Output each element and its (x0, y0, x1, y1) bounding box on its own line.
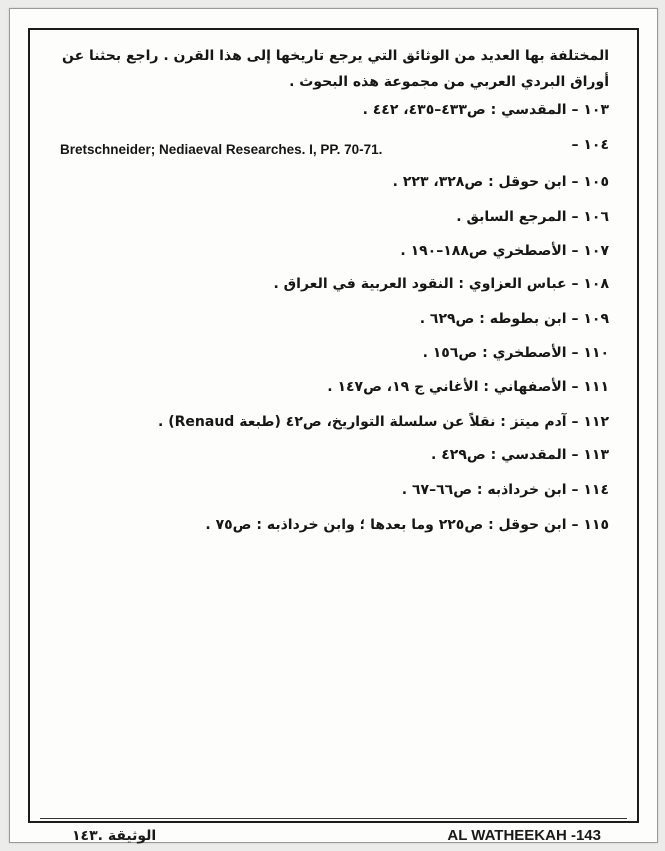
page (9, 8, 658, 843)
footnote-109: ١٠٩ – ابن بطوطه : ص٦٢٩ . (419, 311, 609, 327)
footnote-108: ١٠٨ – عباس العزاوي : النقود العربية في العراق . (273, 276, 609, 292)
footer-latin-page-label: AL WATHEEKAH -143 (447, 827, 601, 844)
footnote-104-reference: Bretschneider; Nediaeval Researches. I, PP. 70-71. (60, 142, 383, 157)
footer-divider (40, 818, 627, 819)
footnote-107: ١٠٧ – الأصطخري ص١٨٨–١٩٠ . (400, 243, 609, 259)
footer-arabic-page-label: الوثيقة .١٤٣ (72, 828, 157, 844)
footnote-111: ١١١ – الأصفهاني : الأغاني ج ١٩، ص١٤٧ . (327, 379, 609, 395)
footnote-113: ١١٣ – المقدسي : ص٤٢٩ . (431, 447, 609, 463)
footnote-103: ١٠٣ – المقدسي : ص٤٣٣–٤٣٥، ٤٤٢ . (362, 102, 609, 118)
footnote-112: ١١٢ – آدم ميتز : نقلاً عن سلسلة التواريخ، ص٤٢ (طبعة Renaud) . (158, 414, 609, 430)
footnote-110: ١١٠ – الأصطخري : ص١٥٦ . (422, 345, 609, 361)
footnote-104-dash: – ١٠٤ (571, 137, 609, 153)
footnote-115: ١١٥ – ابن حوقل : ص٢٢٥ وما بعدها ؛ وابن خرداذبه : ص٧٥ . (205, 517, 609, 533)
footnote-114: ١١٤ – ابن خرداذبه : ص٦٦–٦٧ . (401, 482, 609, 498)
footnote-106: ١٠٦ – المرجع السابق . (456, 209, 609, 225)
intro-paragraph: المختلفة بها العديد من الوثائق التي يرجع تاريخها إلى هذا القرن . راجع بحثنا عن أوراق البردي العربي من مجموعة هذه البحوث . (62, 48, 609, 90)
footnote-105: ١٠٥ – ابن حوقل : ص٣٢٨، ٢٢٣ . (392, 174, 609, 190)
